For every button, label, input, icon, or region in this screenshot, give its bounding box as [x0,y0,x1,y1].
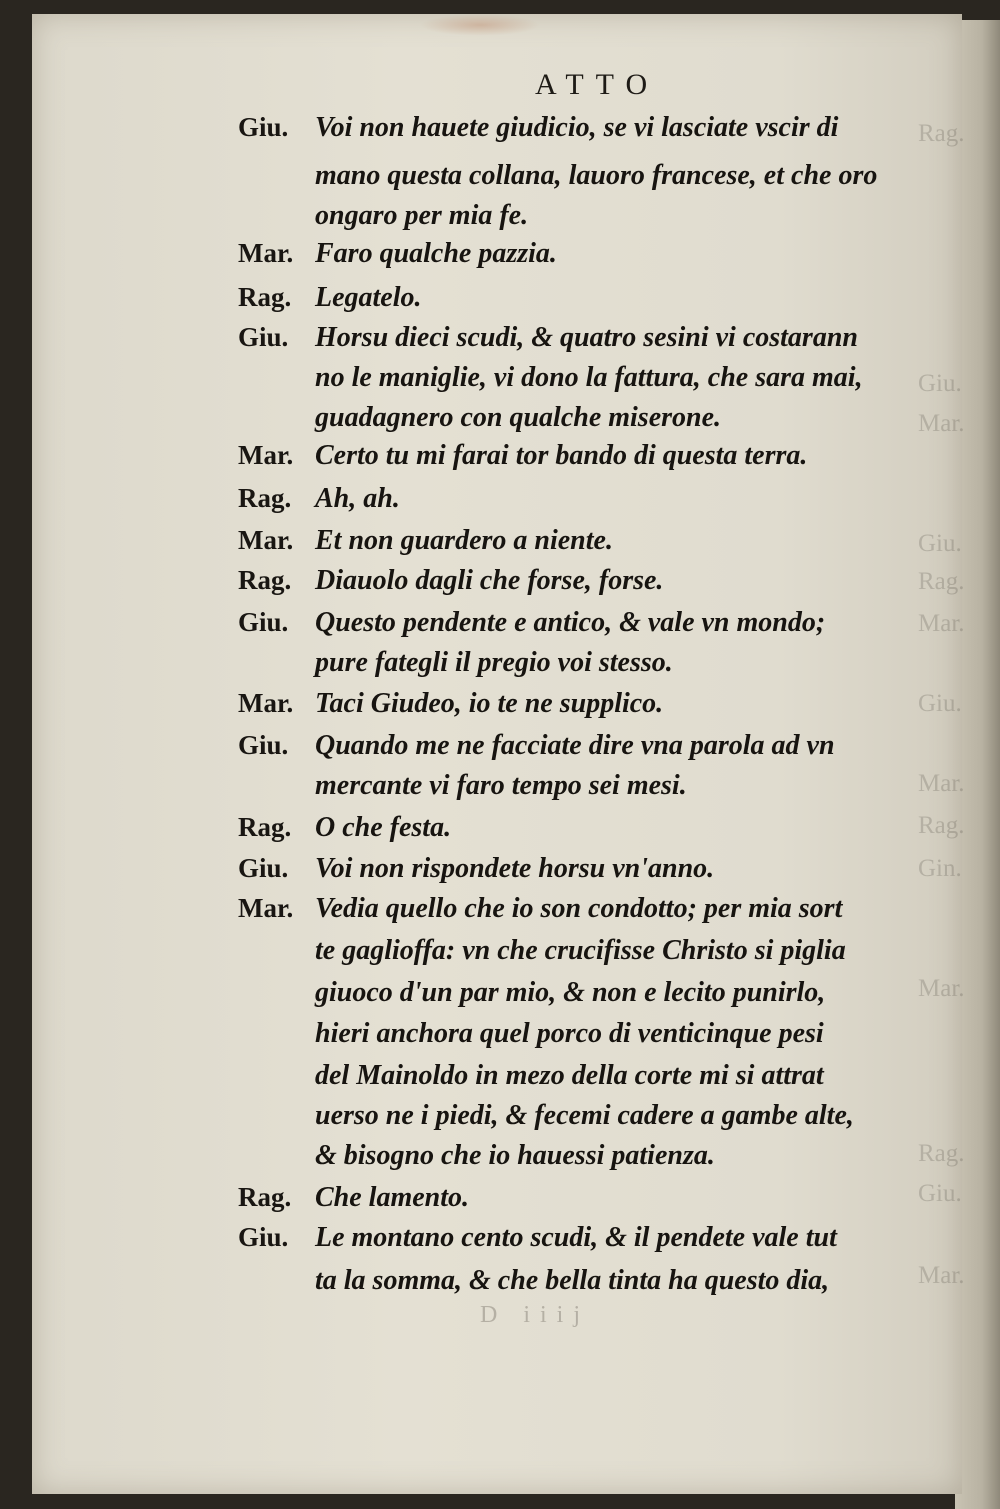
dialogue-line [0,893,950,935]
speaker-label: Mar. [238,525,294,555]
show-through-speaker: Giu. [918,1180,962,1207]
line-text: Faro qualche pazzia. [315,238,557,269]
dialogue-line [0,1140,950,1182]
dialogue-line [0,1060,950,1102]
speaker-label: Mar. [238,893,294,923]
show-through-speaker: Mar. [918,770,965,797]
line-text: Horsu dieci scudi, & quatro sesini vi costarann [315,322,858,353]
speaker-label: Rag. [238,565,292,595]
dialogue-line [0,160,950,202]
line-text: Quando me ne facciate dire vna parola ad vn [315,730,835,761]
dialogue-line [0,647,950,689]
line-text: te gaglioffa: vn che crucifisse Christo si piglia [315,935,846,966]
line-text: del Mainoldo in mezo della corte mi si attrat [315,1060,824,1091]
dialogue-line [0,440,950,482]
line-text: Et non guardero a niente. [315,525,613,556]
dialogue-line [0,1100,950,1142]
show-through-speaker: Rag. [918,812,965,839]
show-through-speaker: Gin. [918,855,962,882]
show-through-speaker: Mar. [918,975,965,1002]
dialogue-line [0,730,950,772]
line-text: giuoco d'un par mio, & non e lecito punirlo, [315,977,826,1008]
speaker-label: Giu. [238,112,289,142]
dialogue-line [0,770,950,812]
speaker-label: Rag. [238,282,292,312]
show-through-speaker: Giu. [918,530,962,557]
line-text: pure fategli il pregio voi stesso. [315,647,673,678]
dialogue-line [0,112,950,154]
speaker-label: Mar. [238,688,294,718]
line-text: Ah, ah. [315,483,400,514]
speaker-label: Giu. [238,853,289,883]
show-through-speaker: Rag. [918,568,965,595]
line-text: Questo pendente e antico, & vale vn mondo; [315,607,826,638]
line-text: Le montano cento scudi, & il pendete vale tut [315,1222,837,1253]
line-text: uerso ne i piedi, & fecemi cadere a gambe alte, [315,1100,854,1131]
speaker-label: Giu. [238,322,289,352]
line-text: no le maniglie, vi dono la fattura, che sara mai, [315,362,863,393]
dialogue-line [0,812,950,854]
speaker-label: Rag. [238,812,292,842]
signature-mark: D iiij [480,1302,591,1328]
line-text: Vedia quello che io son condotto; per mia sort [315,893,843,924]
dialogue-line [0,1018,950,1060]
dialogue-line [0,565,950,607]
paper-stain [420,14,540,36]
speaker-label: Giu. [238,730,289,760]
line-text: guadagnero con qualche miserone. [315,402,722,433]
speaker-label: Rag. [238,1182,292,1212]
show-through-speaker: Rag. [918,120,965,147]
speaker-label: Giu. [238,607,289,637]
line-text: Legatelo. [315,282,422,313]
show-through-speaker: Mar. [918,1262,965,1289]
line-text: mercante vi faro tempo sei mesi. [315,770,687,801]
dialogue-line [0,483,950,525]
dialogue-line [0,200,950,242]
speaker-label: Giu. [238,1222,289,1252]
line-text: O che festa. [315,812,452,843]
line-text: Taci Giudeo, io te ne supplico. [315,688,664,719]
dialogue-line [0,935,950,977]
dialogue-line [0,402,950,444]
dialogue-line [0,853,950,895]
page-header: ATTO [535,68,660,101]
dialogue-line [0,238,950,280]
line-text: Che lamento. [315,1182,470,1213]
line-text: & bisogno che io hauessi patienza. [315,1140,715,1171]
line-text: ta la somma, & che bella tinta ha questo dia, [315,1265,830,1296]
dialogue-line [0,977,950,1019]
speaker-label: Rag. [238,483,292,513]
dialogue-line [0,362,950,404]
show-through-speaker: Mar. [918,410,965,437]
dialogue-line [0,525,950,567]
dialogue-line [0,1182,950,1224]
line-text: ongaro per mia fe. [315,200,529,231]
show-through-speaker: Rag. [918,1140,965,1167]
show-through-speaker: Giu. [918,370,962,397]
line-text: Diauolo dagli che forse, forse. [315,565,664,596]
dialogue-line [0,322,950,364]
show-through-speaker: Giu. [918,690,962,717]
line-text: Voi non rispondete horsu vn'anno. [315,853,715,884]
dialogue-line [0,1222,950,1264]
dialogue-line [0,607,950,649]
line-text: Certo tu mi farai tor bando di questa terra. [315,440,808,471]
line-text: Voi non hauete giudicio, se vi lasciate vscir di [315,112,839,143]
dialogue-line [0,282,950,324]
dialogue-line [0,1265,950,1307]
line-text: hieri anchora quel porco di venticinque pesi [315,1018,824,1049]
show-through-speaker: Mar. [918,610,965,637]
line-text: mano questa collana, lauoro francese, et che oro [315,160,878,191]
dialogue-line [0,688,950,730]
speaker-label: Mar. [238,238,294,268]
speaker-label: Mar. [238,440,294,470]
